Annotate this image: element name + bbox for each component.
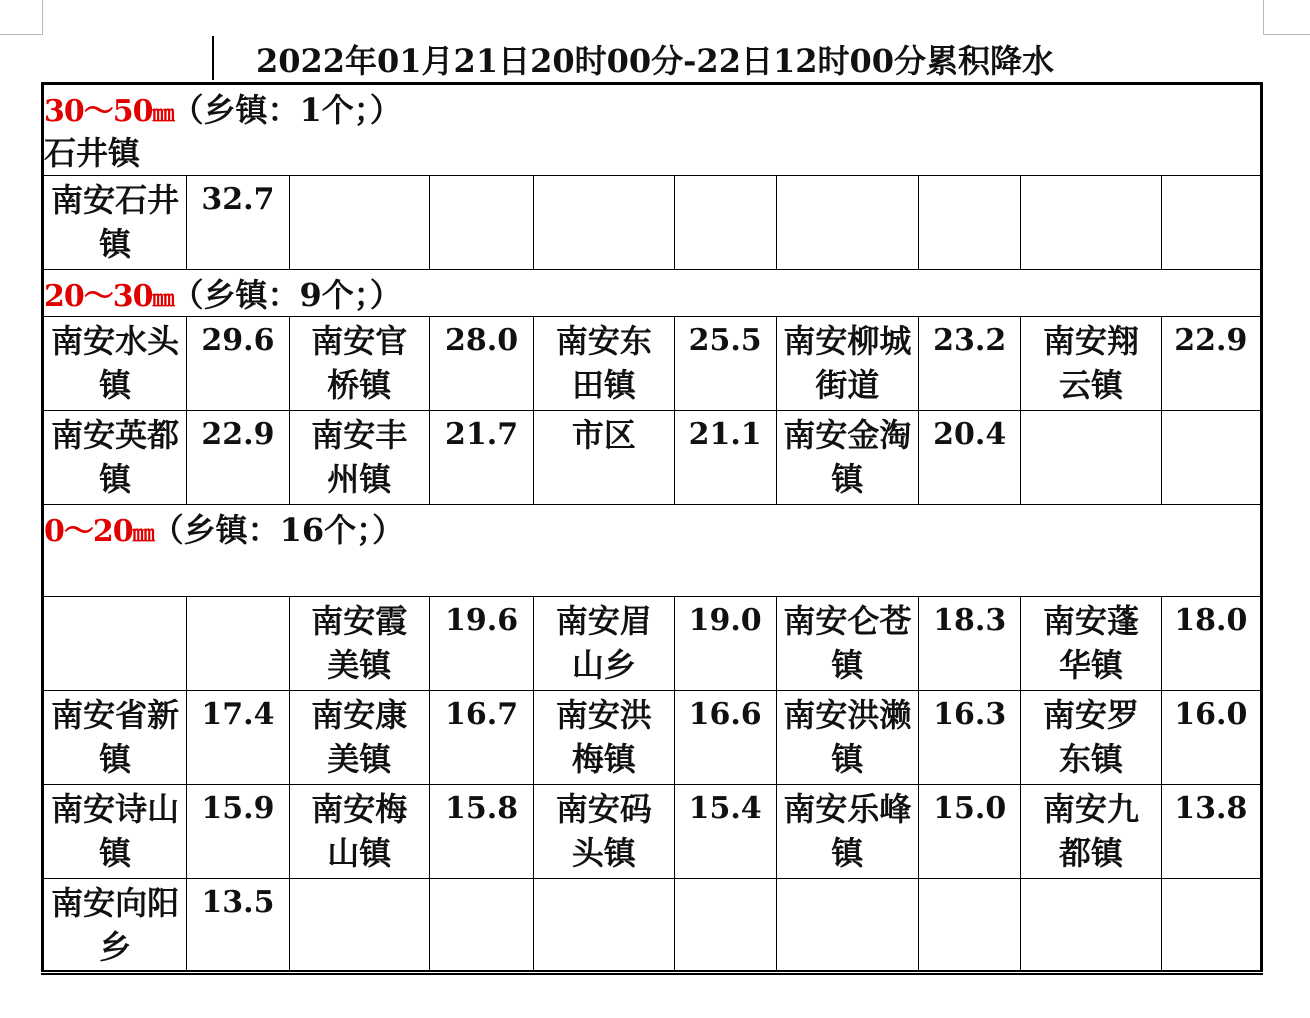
town-name: 南安金淘镇: [783, 416, 912, 498]
town-name: 市区: [571, 416, 636, 454]
rainfall-value-cell: [674, 176, 776, 270]
rainfall-value-cell: [1161, 691, 1261, 785]
town-name-cell: [776, 879, 918, 973]
town-name-cell: [534, 317, 674, 411]
rainfall-value: 25.5: [688, 323, 762, 358]
rainfall-value-cell: [919, 597, 1021, 691]
town-name-cell: [43, 176, 187, 270]
town-name-cell: [776, 411, 918, 505]
town-name: [290, 176, 429, 178]
rainfall-value-cell: [429, 691, 533, 785]
rainfall-value: 32.7: [201, 182, 275, 217]
rainfall-value: 18.3: [933, 603, 1007, 638]
rainfall-value-cell: [1161, 176, 1261, 270]
rainfall-value: [919, 879, 1020, 881]
rainfall-value: 23.2: [933, 323, 1007, 358]
rainfall-value-cell: [1161, 411, 1261, 505]
section-header-row: [43, 84, 1262, 176]
rainfall-value: [675, 879, 776, 881]
town-name: [290, 879, 429, 881]
page-corner-mark-left: [0, 0, 43, 35]
rainfall-value-cell: [674, 691, 776, 785]
town-name-cell: [776, 597, 918, 691]
rainfall-value: 20.4: [933, 417, 1007, 452]
town-list: 石井镇: [44, 134, 141, 172]
rainfall-value-cell: [187, 317, 289, 411]
town-name: 南安柳城街道: [783, 322, 912, 404]
rainfall-value: 15.9: [201, 791, 275, 826]
table-row: [43, 317, 1262, 411]
town-name: 南安洪濑镇: [783, 696, 912, 778]
town-name-cell: [289, 597, 429, 691]
rainfall-value: [430, 176, 533, 178]
rainfall-value-cell: [919, 317, 1021, 411]
town-name: 南安罗东镇: [1043, 696, 1140, 778]
table-row: [43, 879, 1262, 973]
rainfall-value-cell: [187, 176, 289, 270]
town-name-cell: [776, 691, 918, 785]
rainfall-value: 13.5: [201, 885, 275, 920]
town-name: [534, 879, 673, 881]
rainfall-value: [187, 597, 288, 599]
town-name-cell: [534, 785, 674, 879]
rainfall-value-cell: [187, 411, 289, 505]
rainfall-value: 29.6: [201, 323, 275, 358]
town-name-cell: [289, 785, 429, 879]
town-name-cell: [43, 597, 187, 691]
rainfall-value-cell: [674, 785, 776, 879]
rainfall-value: 16.3: [933, 697, 1007, 732]
rainfall-value: 19.6: [445, 603, 519, 638]
rainfall-value: 21.7: [445, 417, 519, 452]
range-label: 30～50: [44, 94, 153, 129]
town-name: 南安石井镇: [51, 181, 180, 263]
town-name: 南安仑苍镇: [783, 602, 912, 684]
rainfall-value-cell: [1161, 317, 1261, 411]
town-name: 南安乐峰镇: [783, 790, 912, 872]
rainfall-value: [919, 176, 1020, 178]
document-title: 2022年01月21日20时00分-22日12时00分累积降水: [255, 42, 1055, 80]
town-name: 南安梅山镇: [311, 790, 408, 872]
town-name: 南安洪梅镇: [555, 696, 652, 778]
rainfall-value-cell: [429, 176, 533, 270]
table-row: [43, 176, 1262, 270]
rainfall-value: 22.9: [1174, 323, 1248, 358]
town-name: [1021, 176, 1160, 178]
town-name-cell: [289, 176, 429, 270]
rainfall-value: 16.0: [1174, 697, 1248, 732]
town-count: （乡镇：16个；）: [151, 511, 405, 549]
town-name-cell: [289, 317, 429, 411]
rainfall-value-cell: [429, 785, 533, 879]
town-name-cell: [534, 879, 674, 973]
rainfall-value-cell: [429, 317, 533, 411]
town-name: 南安诗山镇: [51, 790, 180, 872]
rainfall-value-cell: [919, 879, 1021, 973]
town-name: 南安霞美镇: [311, 602, 408, 684]
rainfall-value-cell: [674, 317, 776, 411]
rainfall-value: 15.4: [688, 791, 762, 826]
town-name: 南安眉山乡: [555, 602, 652, 684]
town-name-cell: [534, 176, 674, 270]
town-name-cell: [1021, 411, 1161, 505]
town-name-cell: [776, 785, 918, 879]
section-header-row: [43, 270, 1262, 317]
rainfall-value: 22.9: [201, 417, 275, 452]
town-name: 南安官桥镇: [311, 322, 408, 404]
section-header-row: [43, 505, 1262, 597]
town-name: [44, 597, 186, 599]
rainfall-value-cell: [429, 411, 533, 505]
section-header: [43, 270, 1262, 317]
table-row: [43, 691, 1262, 785]
range-unit: ㎜: [152, 286, 172, 312]
town-name-cell: [43, 317, 187, 411]
town-name: 南安翔云镇: [1043, 322, 1140, 404]
rainfall-value: 16.6: [688, 697, 762, 732]
rainfall-value-cell: [919, 785, 1021, 879]
town-name-cell: [43, 411, 187, 505]
rainfall-value: 15.0: [933, 791, 1007, 826]
range-label: 20～30: [44, 279, 153, 314]
town-name-cell: [43, 879, 187, 973]
rainfall-value: [675, 176, 776, 178]
town-name: [777, 176, 918, 178]
rainfall-value: 18.0: [1174, 603, 1248, 638]
rainfall-value-cell: [674, 411, 776, 505]
town-name: [1021, 879, 1160, 881]
rainfall-table: [41, 82, 1263, 975]
town-name-cell: [1021, 176, 1161, 270]
town-name-cell: [1021, 597, 1161, 691]
rainfall-value: [1162, 176, 1260, 178]
range-label: 0～20: [44, 514, 133, 549]
rainfall-value-cell: [429, 879, 533, 973]
town-name: 南安向阳乡: [51, 884, 180, 966]
rainfall-value-cell: [919, 691, 1021, 785]
table-row: [43, 411, 1262, 505]
town-name-cell: [289, 879, 429, 973]
town-name-cell: [289, 411, 429, 505]
range-unit: ㎜: [132, 521, 152, 547]
page-corner-mark-right: [1263, 0, 1310, 35]
rainfall-value: 19.0: [688, 603, 762, 638]
town-name: 南安蓬华镇: [1043, 602, 1140, 684]
town-name-cell: [1021, 317, 1161, 411]
table-row: [43, 785, 1262, 879]
rainfall-value: 13.8: [1174, 791, 1248, 826]
rainfall-value-cell: [429, 597, 533, 691]
town-name: 南安英都镇: [51, 416, 180, 498]
town-name-cell: [1021, 691, 1161, 785]
rainfall-value-cell: [674, 879, 776, 973]
rainfall-value-cell: [1161, 785, 1261, 879]
rainfall-value: 28.0: [445, 323, 519, 358]
rainfall-value-cell: [919, 176, 1021, 270]
town-name-cell: [534, 411, 674, 505]
table-row: [43, 597, 1262, 691]
range-unit: ㎜: [152, 101, 172, 127]
rainfall-value: 16.7: [445, 697, 519, 732]
rainfall-value-cell: [919, 411, 1021, 505]
town-name: 南安省新镇: [51, 696, 180, 778]
town-name: 南安九都镇: [1043, 790, 1140, 872]
rainfall-value: [1162, 879, 1260, 881]
town-name-cell: [1021, 785, 1161, 879]
rainfall-value-cell: [187, 691, 289, 785]
rainfall-value: [430, 879, 533, 881]
town-name: [534, 176, 673, 178]
rainfall-value: 21.1: [688, 417, 762, 452]
town-name-cell: [289, 691, 429, 785]
rainfall-value: [1162, 411, 1260, 413]
rainfall-value-cell: [674, 597, 776, 691]
town-name: 南安丰州镇: [311, 416, 408, 498]
rainfall-value-cell: [187, 785, 289, 879]
town-name: 南安东田镇: [555, 322, 652, 404]
section-header: [43, 505, 1262, 597]
rainfall-value: 17.4: [201, 697, 275, 732]
rainfall-value-cell: [1161, 879, 1261, 973]
town-name-cell: [43, 691, 187, 785]
rainfall-value-cell: [187, 879, 289, 973]
town-name-cell: [776, 176, 918, 270]
town-name-cell: [776, 317, 918, 411]
town-count: （乡镇：9个；）: [171, 276, 402, 314]
town-name: [1021, 411, 1160, 413]
town-name: 南安康美镇: [311, 696, 408, 778]
town-name: 南安水头镇: [51, 322, 180, 404]
town-count: （乡镇：1个；）: [171, 91, 402, 129]
section-header: [43, 84, 1262, 176]
town-name-cell: [534, 691, 674, 785]
town-name: [777, 879, 918, 881]
town-name-cell: [534, 597, 674, 691]
text-cursor: [212, 36, 214, 80]
town-name-cell: [43, 785, 187, 879]
town-name-cell: [1021, 879, 1161, 973]
town-name: 南安码头镇: [555, 790, 652, 872]
rainfall-value-cell: [187, 597, 289, 691]
rainfall-value-cell: [1161, 597, 1261, 691]
rainfall-value: 15.8: [445, 791, 519, 826]
